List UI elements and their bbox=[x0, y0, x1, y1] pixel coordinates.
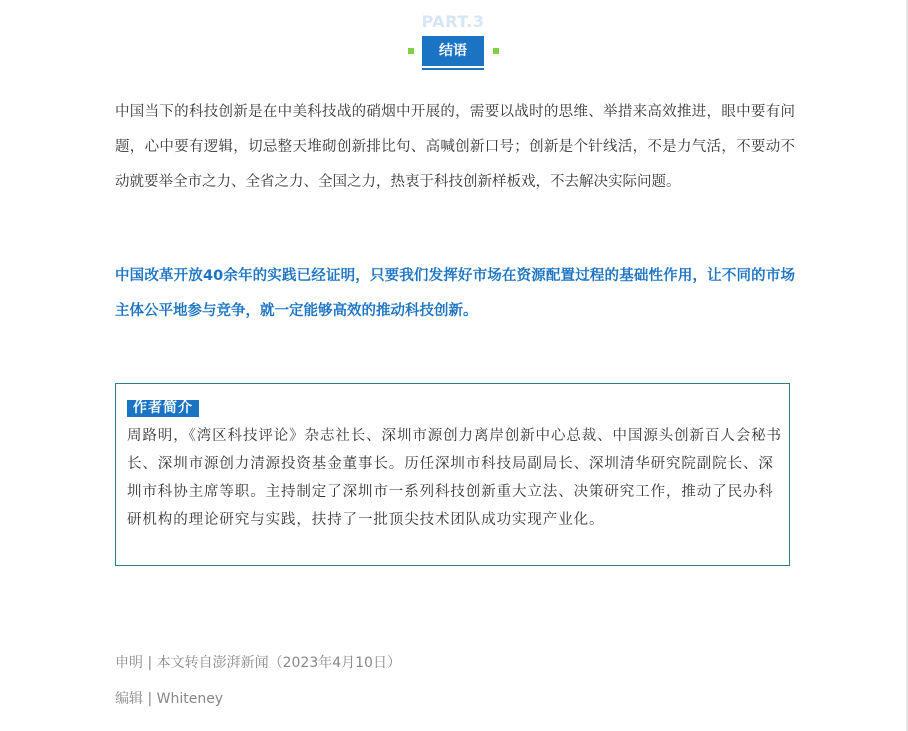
part-label: PART.3 bbox=[421, 12, 485, 31]
author-intro-title: 作者简介 bbox=[127, 400, 199, 417]
section-title-underline bbox=[422, 68, 484, 70]
author-bio: 周路明，《湾区科技评论》杂志社长、深圳市源创力离岸创新中心总裁、中国源头创新百人会秘书长、深圳市源创力清源投资基金董事长。历任深圳市科技局副局长、深圳清华研究院副院长、深圳市科协主席等职。主持制定了深圳市一系列科技创新重大立法、决策研究工作，推动了民办科研机构的理论研究与实践，扶持了一批顶尖技术团队成功实现产业化。 bbox=[127, 428, 782, 528]
source-statement: 申明 | 本文转自澎湃新闻（2023年4月10日） bbox=[115, 655, 401, 671]
author-intro-box bbox=[115, 383, 790, 566]
section-title-tag: 结语 bbox=[422, 36, 484, 66]
editor-credit: 编辑 | Whiteney bbox=[115, 691, 224, 707]
body-paragraph-1: 中国当下的科技创新是在中美科技战的硝烟中开展的，需要以战时的思维、举措来高效推进，眼中要有问题，心中要有逻辑，切忌整天堆砌创新排比句、高喊创新口号；创新是个针线活，不是力气活，不要动不动就要举全市之力、全省之力、全国之力，热衷于科技创新样板戏，不去解决实际问题。 bbox=[115, 104, 795, 190]
body-paragraph-highlight: 中国改革开放40余年的实践已经证明，只要我们发挥好市场在资源配置过程的基础性作用，让不同的市场主体公平地参与竞争，就一定能够高效的推动科技创新。 bbox=[115, 268, 795, 319]
decor-dot-left bbox=[408, 48, 414, 54]
decor-dot-right bbox=[493, 48, 499, 54]
